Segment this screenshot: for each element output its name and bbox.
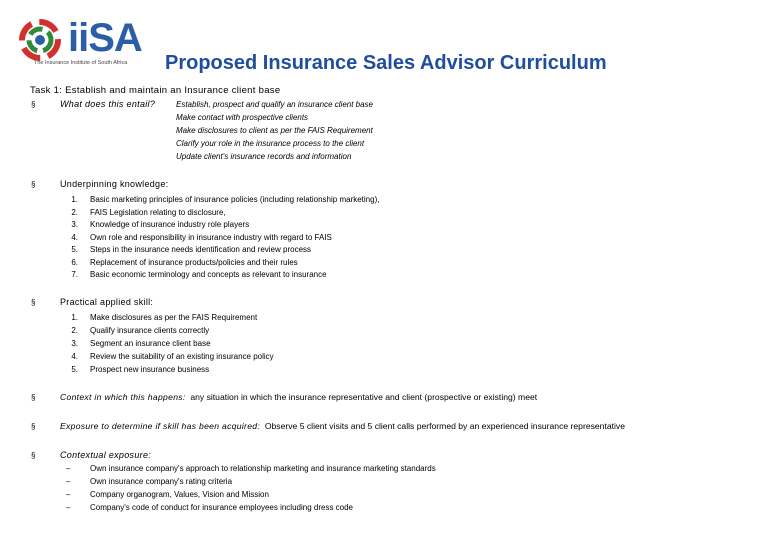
practical-label: Practical applied skill:: [60, 297, 154, 307]
dash-marker: –: [66, 490, 71, 499]
list-item: Own insurance company's rating criteria: [90, 477, 233, 486]
list-number: 4.: [71, 352, 78, 361]
context-text: any situation in which the insurance representative and client (prospective or existing) meet: [190, 392, 538, 402]
list-item: Company's code of conduct for insurance employees including dress code: [90, 503, 354, 512]
context-label: Context in which this happens:: [60, 392, 186, 402]
list-number: 5.: [71, 245, 78, 254]
list-item: Basic marketing principles of insurance policies (including relationship marketing),: [90, 195, 380, 204]
what-line: Make contact with prospective clients: [176, 113, 309, 122]
list-number: 1.: [71, 195, 78, 204]
list-item: Basic economic terminology and concepts as relevant to insurance: [90, 270, 327, 279]
what-line: Update client's insurance records and information: [176, 152, 352, 161]
bullet-icon: §: [31, 180, 36, 189]
list-item: Steps in the insurance needs identification and review process: [90, 245, 312, 254]
list-item: Segment an insurance client base: [90, 339, 211, 348]
list-number: 4.: [71, 233, 78, 242]
list-number: 5.: [71, 365, 78, 374]
underpinning-label: Underpinning knowledge:: [60, 179, 169, 189]
dash-marker: –: [66, 477, 71, 486]
evidence-label: Exposure to determine if skill has been acquired:: [60, 421, 261, 431]
evidence-text: Observe 5 client visits and 5 client calls performed by an experienced insurance representative: [264, 421, 625, 431]
bullet-icon: §: [31, 422, 36, 431]
bullet-icon: §: [31, 100, 36, 109]
page-title: Proposed Insurance Sales Advisor Curriculum: [165, 52, 607, 74]
list-item: Make disclosures as per the FAIS Requirement: [90, 313, 258, 322]
bullet-icon: §: [31, 393, 36, 402]
what-label: What does this entail?: [60, 99, 156, 109]
list-item: Own insurance company's approach to relationship marketing and insurance marketing standards: [90, 464, 436, 473]
context-paragraph: [60, 392, 537, 402]
list-item: Knowledge of insurance industry role players: [90, 220, 250, 229]
bullet-icon: §: [31, 451, 36, 460]
list-item: Company organogram, Values, Vision and Mission: [90, 490, 269, 499]
what-line: Clarify your role in the insurance process to the client: [176, 139, 365, 148]
evidence-paragraph: [60, 421, 625, 431]
list-item: Replacement of insurance products/policies and their rules: [90, 258, 298, 267]
list-number: 2.: [71, 208, 78, 217]
list-number: 7.: [71, 270, 78, 279]
logo-tagline: The Insurance Institute of South Africa: [34, 60, 128, 66]
dash-marker: –: [66, 464, 71, 473]
contextual-label: Contextual exposure:: [60, 450, 152, 460]
list-item: Review the suitability of an existing insurance policy: [90, 352, 274, 361]
list-item: Own role and responsibility in insurance industry with regard to FAIS: [90, 233, 332, 242]
task-heading: Task 1: Establish and maintain an Insurance client base: [30, 85, 281, 96]
list-number: 6.: [71, 258, 78, 267]
list-number: 1.: [71, 313, 78, 322]
iisa-logo: [14, 16, 156, 72]
what-line: Establish, prospect and qualify an insurance client base: [176, 100, 374, 109]
list-item: Qualify insurance clients correctly: [90, 326, 210, 335]
list-number: 3.: [71, 220, 78, 229]
list-number: 2.: [71, 326, 78, 335]
list-number: 3.: [71, 339, 78, 348]
bullet-icon: §: [31, 298, 36, 307]
list-item: Prospect new insurance business: [90, 365, 210, 374]
dash-marker: –: [66, 503, 71, 512]
logo-wordmark: iiSA: [68, 16, 142, 60]
what-line: Make disclosures to client as per the FAIS Requirement: [176, 126, 373, 135]
globe-logo-icon: [14, 16, 70, 66]
list-item: FAIS Legislation relating to disclosure,: [90, 208, 226, 217]
